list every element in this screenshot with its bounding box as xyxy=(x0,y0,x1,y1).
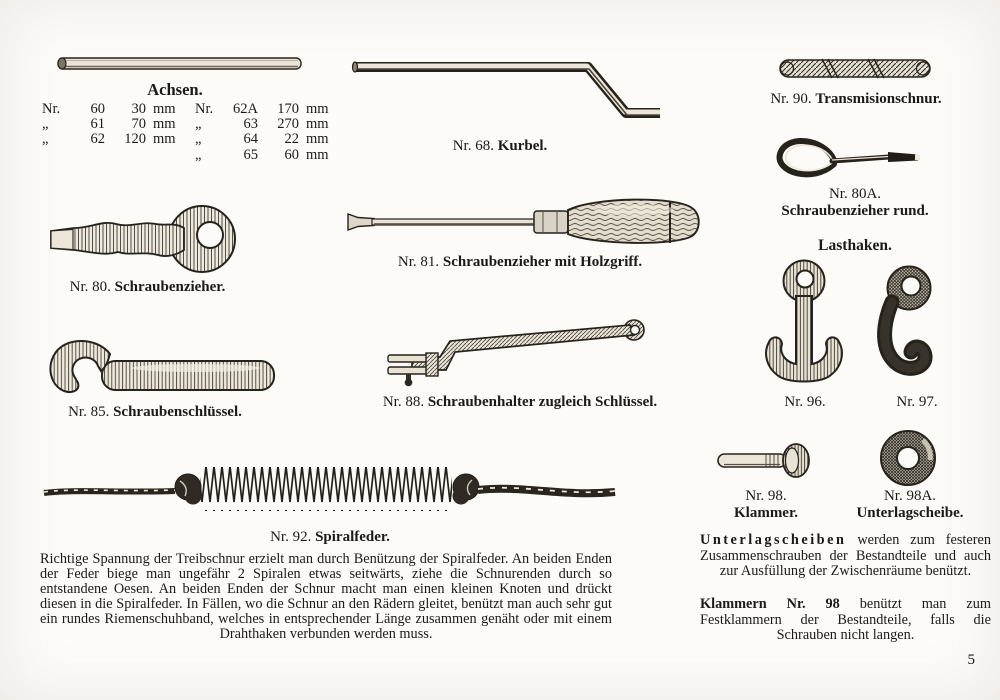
unterlagscheiben-note xyxy=(700,533,991,580)
table-row: „ 61 70 mm xyxy=(42,116,176,133)
load-hook-97-illustration xyxy=(874,260,944,390)
loop-screwdriver-illustration xyxy=(772,130,922,185)
caption-transmisionschnur: Nr. 90. Transmisionschnur. xyxy=(770,91,942,107)
caption-haken-96: Nr. 96. xyxy=(784,394,826,410)
page-number: 5 xyxy=(967,652,975,668)
achsen-table xyxy=(42,101,329,163)
caption-schraubenzieher: Nr. 80. Schraubenzieher. xyxy=(69,279,226,295)
axle-illustration xyxy=(52,50,307,78)
spiralfeder-paragraph: Richtige Spannung der Treibschnur erzielt man durch Benützung der Spiralfeder. An beiden Enden der Feder biege man ungefähr 2 Spiralen etwas seitwärts, ziehe die Schnurenden durch so entstandene Oesen. An beiden Enden der Schnur macht man einen kleinen Knoten und drückt diesen in die Spiralfeder. In Fällen, wo die Schnur an den Rädern gleitet, benützt man auch sehr gut ein rundes Riemenschuhband, welches in entsprechender Länge zusammen genäht oder mit einem Drahthaken verbunden werden muss. xyxy=(40,551,612,642)
caption-kurbel: Nr. 68. Kurbel. xyxy=(452,138,548,154)
cord-illustration xyxy=(776,48,934,90)
table-row: „ 62 120 mm xyxy=(42,131,176,148)
crank-illustration xyxy=(348,52,663,137)
caption-klammer: Nr. 98. Klammer. xyxy=(733,488,798,521)
achsen-table-left-column xyxy=(42,102,179,163)
table-row: Nr. 60 30 mm xyxy=(42,101,176,117)
table-row: „ 63 270 mm xyxy=(195,116,329,133)
table-row: „ 65 60 mm xyxy=(195,146,329,163)
caption-schraubenzieher-rund: Nr. 80A. Schraubenzieher rund. xyxy=(781,186,929,219)
caption-holzgriff: Nr. 81. Schraubenzieher mit Holzgriff. xyxy=(397,254,643,270)
caption-schraubenhalter: Nr. 88. Schraubenhalter zugleich Schlüssel. xyxy=(382,394,658,410)
unterlagscheiben-rest: werden zum festeren Zusammenschrauben der Bestandteile und auch zur Ausfüllung der Zwischenräume benützt. xyxy=(700,532,991,580)
table-row: „ 64 22 mm xyxy=(195,131,329,148)
lasthaken-title: Lasthaken. xyxy=(818,237,892,254)
klammern-lead: Klammern Nr. 98 xyxy=(700,596,840,612)
caption-unterlagscheibe: Nr. 98A. Unterlagscheibe. xyxy=(856,488,964,521)
klammern-note xyxy=(700,597,991,644)
caption-schraubenschluessel: Nr. 85. Schraubenschlüssel. xyxy=(68,404,242,420)
klammern-rest: benützt man zum Festklammern der Bestandteile, falls die Schrauben nicht langen. xyxy=(700,596,991,644)
washer-illustration xyxy=(877,427,939,489)
wood-screwdriver-illustration xyxy=(344,192,704,250)
table-row: Nr. 62A 170 mm xyxy=(195,101,329,117)
clamp-bolt-illustration xyxy=(714,440,814,485)
unterlagscheiben-lead: Unterlagscheiben xyxy=(700,532,847,548)
achsen-title: Achsen. xyxy=(147,80,203,99)
flat-screwdriver-illustration xyxy=(46,202,241,274)
load-hook-96-illustration xyxy=(762,256,847,391)
caption-haken-97: Nr. 97. xyxy=(896,394,938,410)
spiral-spring-illustration xyxy=(42,462,617,517)
screw-holder-illustration xyxy=(382,315,662,387)
achsen-table-right-column xyxy=(195,102,332,163)
wrench-illustration xyxy=(46,334,281,402)
caption-spiralfeder: Nr. 92. Spiralfeder. xyxy=(270,529,390,545)
